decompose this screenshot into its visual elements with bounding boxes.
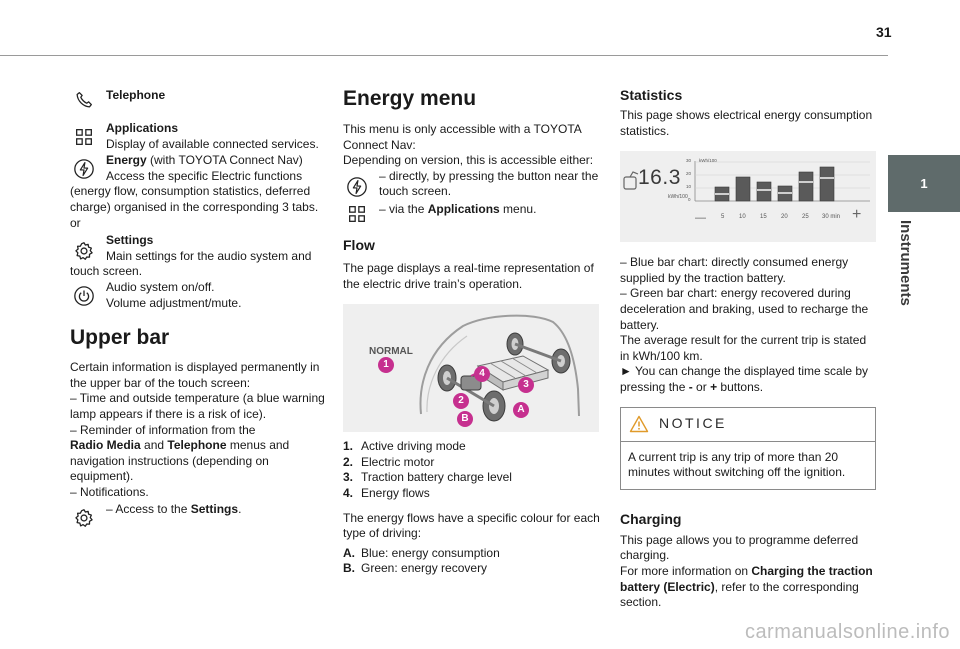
x-tick: 25	[802, 214, 809, 221]
access-pre: – Access to the	[106, 502, 191, 517]
callout-1: 1	[378, 357, 394, 373]
upper-bar-text-1: Certain information is displayed permanently in the upper bar of the touch screen:	[70, 360, 320, 390]
x-tick: 30 min	[822, 214, 841, 221]
audio-item	[70, 280, 328, 311]
driving-mode-label: NORMAL	[369, 346, 413, 358]
energy-intro-2: Depending on version, this is accessible either:	[343, 153, 594, 168]
callout-4: 4	[474, 366, 490, 382]
applications-desc: Display of available connected services.	[106, 136, 319, 151]
access-post: .	[238, 502, 242, 517]
y-tick: 20	[686, 171, 692, 177]
stats-value: 16.3	[638, 166, 681, 190]
settings-desc-1: Main settings for the audio system and	[106, 248, 312, 263]
page-number: 31	[876, 24, 892, 40]
applications-item	[70, 121, 328, 152]
upper-bar-text-3-post: menus and navigation instructions (depending on equipment).	[70, 438, 290, 484]
directly-item	[343, 169, 601, 200]
flow-text: The page displays a real-time representation of the electric drive train’s operation.	[343, 260, 594, 291]
applications-title: Applications	[106, 121, 179, 135]
flow-heading: Flow	[343, 236, 375, 253]
telephone-icon	[70, 86, 98, 114]
scale-pre: ► You can change the displayed time scale by pressing the	[620, 364, 869, 394]
access-settings-item	[70, 502, 328, 518]
upper-bar-heading: Upper bar	[70, 326, 170, 350]
chapter-number: 1	[920, 176, 928, 191]
scale-post: buttons.	[717, 379, 764, 394]
charging-text-2-post: , refer to the corresponding section.	[620, 579, 859, 610]
column-3	[620, 86, 878, 611]
green-bar-text: – Green bar chart: energy recovered during deceleration and braking, used to recharge the battery.	[620, 286, 869, 332]
notice-title: NOTICE	[659, 415, 727, 432]
list-item: 2. Electric motor	[343, 454, 435, 469]
energy-bolt-icon	[70, 155, 98, 183]
callout-a: A	[513, 402, 529, 418]
y-tick: 30	[686, 158, 692, 164]
directly-text: – directly, by pressing the button near the touch screen.	[379, 168, 599, 199]
column-2	[343, 86, 601, 577]
telephone-label: Telephone	[106, 88, 166, 102]
column-1	[70, 86, 328, 518]
chapter-label: Instruments	[896, 220, 914, 306]
scale-minus-button[interactable]: —	[695, 212, 706, 225]
settings-title: Settings	[106, 233, 154, 248]
energy-suffix: (with TOYOTA Connect Nav)	[146, 153, 303, 168]
charging-text-1: This page allows you to programme deferred charging.	[620, 532, 859, 563]
statistics-screen-illustration	[620, 151, 876, 242]
telephone-item	[70, 86, 328, 117]
statistics-bars	[620, 151, 876, 242]
settings-item	[70, 233, 328, 264]
watermark: carmanualsonline.info	[744, 621, 950, 644]
callout-3: 3	[518, 377, 534, 393]
settings-gear-icon-2	[70, 504, 98, 532]
statistics-heading: Statistics	[620, 87, 683, 103]
x-tick: 10	[739, 214, 746, 221]
callout-b: B	[457, 411, 473, 427]
stats-unit: kWh/100	[668, 194, 688, 201]
list-item: 4. Energy flows	[343, 485, 430, 500]
upper-bar-text-2: – Time and outside temperature (a blue warning lamp appears if there is a risk of ice).	[70, 391, 325, 421]
average-text: The average result for the current trip is stated in kWh/100 km.	[620, 333, 867, 363]
top-rule	[0, 55, 888, 56]
settings-gear-icon	[70, 237, 98, 265]
y-tick: 10	[686, 184, 692, 190]
notice-box	[620, 407, 876, 490]
blue-bar-text: – Blue bar chart: directly consumed energy supplied by the traction battery.	[620, 255, 849, 285]
energy-desc-1: Access the specific Electric functions	[106, 168, 303, 183]
energy-title: Energy	[106, 153, 147, 168]
power-icon	[70, 282, 98, 310]
via-apps: Applications	[427, 201, 500, 216]
energy-flow-illustration	[343, 304, 599, 432]
applications-grid-icon-2	[343, 200, 371, 228]
via-post: menu.	[499, 201, 537, 216]
audio-line-1: Audio system on/off.	[106, 279, 215, 294]
list-item: A. Blue: energy consumption	[343, 545, 500, 560]
colour-text: The energy flows have a specific colour for each type of driving:	[343, 510, 600, 541]
x-tick: 5	[721, 214, 725, 221]
scale-plus: +	[710, 379, 718, 394]
energy-bolt-icon-2	[343, 173, 371, 201]
chapter-tab[interactable]	[888, 155, 960, 212]
radio-media-label: Radio Media	[70, 438, 141, 453]
notice-text: A current trip is any trip of more than 20 minutes without switching off the ignition.	[628, 449, 846, 480]
legend-letter-list	[343, 546, 601, 577]
via-pre: – via the	[379, 201, 428, 216]
list-item: 1. Active driving mode	[343, 439, 466, 454]
energy-intro-1: This menu is only accessible with a TOYOTA Connect Nav:	[343, 122, 582, 152]
x-tick: 20	[781, 214, 788, 221]
scale-or: or	[692, 379, 711, 394]
y-tick: 0	[688, 197, 691, 203]
list-item: B. Green: energy recovery	[343, 561, 488, 576]
notice-header	[621, 408, 875, 442]
scale-plus-button[interactable]: +	[852, 206, 862, 224]
applications-grid-icon	[70, 123, 98, 151]
upper-bar-text-3-pre: – Reminder of information from the	[70, 422, 256, 437]
upper-bar-text-4: – Notifications.	[70, 484, 149, 499]
warning-triangle-icon	[629, 415, 649, 433]
via-apps-item	[343, 202, 601, 224]
statistics-text: This page shows electrical energy consumption statistics.	[620, 108, 873, 138]
energy-desc-2: (energy flow, consumption statistics, deferred charge) organised in the corresponding 3 tabs.	[70, 184, 319, 214]
x-tick: 15	[760, 214, 767, 221]
scale-minus: -	[688, 379, 693, 394]
energy-item	[70, 153, 328, 184]
and-text: and	[140, 438, 168, 453]
audio-line-2: Volume adjustment/mute.	[106, 295, 242, 310]
charging-heading: Charging	[620, 510, 682, 527]
list-item: 3. Traction battery charge level	[343, 470, 512, 485]
energy-menu-heading: Energy menu	[343, 87, 477, 110]
settings-desc-2: touch screen.	[70, 264, 143, 279]
telephone-bold-label: Telephone	[167, 438, 227, 453]
charging-cross-reference[interactable]: Charging the traction battery (Electric)	[620, 563, 873, 594]
callout-2: 2	[453, 393, 469, 409]
stats-axis-unit: kWh/100	[699, 158, 717, 164]
legend-numbered-list	[343, 439, 601, 501]
charging-text-2-pre: For more information on	[620, 563, 752, 578]
access-settings: Settings	[190, 502, 239, 517]
or-text: or	[70, 215, 81, 230]
